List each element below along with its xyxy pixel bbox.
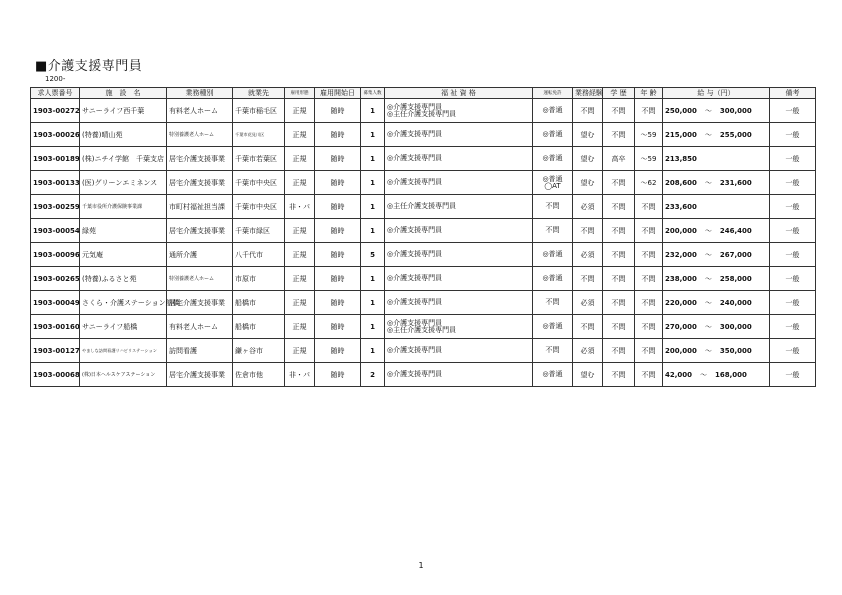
employment-type: 正規: [285, 267, 315, 291]
qualification-item: ◎介護支援専門員: [387, 178, 443, 186]
business-type: 居宅介護支援事業: [167, 219, 233, 243]
qualification-cell: [385, 243, 533, 267]
age: 不問: [635, 339, 663, 363]
qualification-cell: [385, 219, 533, 243]
license-cell: [533, 195, 573, 219]
facility-name: (特養)晴山苑: [80, 123, 167, 147]
work-location: 佐倉市他: [233, 363, 285, 387]
experience: 必須: [573, 291, 603, 315]
experience: 望む: [573, 363, 603, 387]
table-row: [31, 171, 816, 195]
facility-name: さくら・介護ステーション船橋: [80, 291, 167, 315]
recruit-count: 1: [361, 315, 385, 339]
header-location: 就業先: [233, 88, 285, 99]
employment-type: 非・パ: [285, 363, 315, 387]
salary-max: 246,400: [719, 226, 752, 235]
salary-min: 213,850: [665, 154, 697, 163]
work-location: 船橋市: [233, 315, 285, 339]
job-number: 1903-00026: [31, 123, 80, 147]
salary-cell: [663, 99, 770, 123]
business-type: 有料老人ホーム: [167, 315, 233, 339]
salary-max: 300,000: [719, 106, 752, 115]
experience: 望む: [573, 171, 603, 195]
qualification-cell: [385, 339, 533, 363]
header-start: 雇用開始日: [315, 88, 361, 99]
note: 一般: [770, 195, 816, 219]
employment-type: 正規: [285, 243, 315, 267]
header-license: 運転免許: [533, 88, 573, 99]
education: 不問: [603, 171, 635, 195]
start-date: 随時: [315, 171, 361, 195]
license-item: 不問: [545, 298, 560, 306]
table-row: [31, 339, 816, 363]
qualification-item: ◎介護支援専門員: [387, 154, 443, 162]
salary-cell: [663, 171, 770, 195]
recruit-count: 1: [361, 267, 385, 291]
business-type: 有料老人ホーム: [167, 99, 233, 123]
salary-cell: [663, 339, 770, 363]
age: 不問: [635, 363, 663, 387]
job-number: 1903-00189: [31, 147, 80, 171]
age: 不問: [635, 315, 663, 339]
salary-min: 215,000: [665, 130, 697, 139]
license-cell: [533, 171, 573, 195]
qualification-item: ◎介護支援専門員: [387, 102, 443, 111]
salary-range-tilde: ～: [704, 250, 712, 259]
license-item: ◎普通: [542, 130, 563, 138]
experience: 不問: [573, 267, 603, 291]
qualification-item: ◎介護支援専門員: [387, 274, 443, 282]
license-item: ◎普通: [542, 274, 563, 282]
work-location: 鎌ヶ谷市: [233, 339, 285, 363]
work-location: 千葉市中央区: [233, 171, 285, 195]
age: ～59: [635, 147, 663, 171]
salary-min: 42,000: [665, 370, 693, 379]
qualification-item: ◎介護支援専門員: [387, 346, 443, 354]
salary-cell: [663, 315, 770, 339]
license-item: ◯AT: [544, 181, 561, 190]
salary-cell: [663, 243, 770, 267]
note: 一般: [770, 267, 816, 291]
salary-min: 233,600: [665, 202, 697, 211]
table-header-row: [31, 88, 816, 99]
work-location: 市原市: [233, 267, 285, 291]
recruit-count: 1: [361, 123, 385, 147]
business-type: 訪問看護: [167, 339, 233, 363]
salary-min: 238,000: [665, 274, 697, 283]
salary-cell: [663, 147, 770, 171]
education: 高卒: [603, 147, 635, 171]
salary-max: 240,000: [719, 298, 752, 307]
work-location: 八千代市: [233, 243, 285, 267]
recruit-count: 2: [361, 363, 385, 387]
license-cell: [533, 315, 573, 339]
salary-cell: [663, 267, 770, 291]
qualification-cell: [385, 123, 533, 147]
table-row: [31, 219, 816, 243]
license-item: ◎普通: [542, 174, 563, 183]
facility-name: サニーライフ船橋: [80, 315, 167, 339]
header-facility: 施 設 名: [80, 88, 167, 99]
salary-range-tilde: ～: [704, 106, 712, 115]
education: 不問: [603, 291, 635, 315]
salary-min: 250,000: [665, 106, 697, 115]
recruit-count: 5: [361, 243, 385, 267]
salary-max: 350,000: [719, 346, 752, 355]
work-location: 千葉市稲毛区: [233, 99, 285, 123]
start-date: 随時: [315, 195, 361, 219]
note: 一般: [770, 363, 816, 387]
start-date: 随時: [315, 339, 361, 363]
qualification-cell: [385, 315, 533, 339]
license-cell: [533, 339, 573, 363]
note: 一般: [770, 99, 816, 123]
salary-cell: [663, 195, 770, 219]
age: ～59: [635, 123, 663, 147]
header-number: 求人票番号: [31, 88, 80, 99]
facility-name: (特養)ふるさと苑: [80, 267, 167, 291]
employment-type: 正規: [285, 123, 315, 147]
salary-min: 208,600: [665, 178, 697, 187]
work-location: 千葉市緑区: [233, 219, 285, 243]
salary-min: 200,000: [665, 346, 697, 355]
license-item: ◎普通: [542, 370, 563, 378]
business-type: 特別養護老人ホーム: [167, 267, 233, 291]
education: 不問: [603, 195, 635, 219]
age: 不問: [635, 243, 663, 267]
page-title: ■介護支援専門員: [35, 59, 143, 74]
job-number: 1903-00096: [31, 243, 80, 267]
job-number: 1903-00265: [31, 267, 80, 291]
business-type: 居宅介護支援事業: [167, 363, 233, 387]
salary-range-tilde: ～: [704, 274, 712, 283]
start-date: 随時: [315, 219, 361, 243]
header-qualification: 福 祉 資 格: [385, 88, 533, 99]
header-age: 年 齢: [635, 88, 663, 99]
start-date: 随時: [315, 315, 361, 339]
work-location: 千葉市若葉区: [233, 147, 285, 171]
license-cell: [533, 219, 573, 243]
license-cell: [533, 291, 573, 315]
business-type: 居宅介護支援事業: [167, 147, 233, 171]
salary-range-tilde: ～: [704, 226, 712, 235]
education: 不問: [603, 243, 635, 267]
salary-max: 267,000: [719, 250, 752, 259]
salary-range-tilde: ～: [704, 346, 712, 355]
start-date: 随時: [315, 123, 361, 147]
start-date: 随時: [315, 291, 361, 315]
header-note: 備考: [770, 88, 816, 99]
license-item: ◎普通: [542, 154, 563, 162]
qualification-item: ◎介護支援専門員: [387, 318, 443, 327]
salary-min: 200,000: [665, 226, 697, 235]
table-row: [31, 99, 816, 123]
salary-range-tilde: ～: [704, 322, 712, 331]
employment-type: 非・パ: [285, 195, 315, 219]
salary-max: 300,000: [719, 322, 752, 331]
note: 一般: [770, 219, 816, 243]
qualification-item: ◎介護支援専門員: [387, 370, 443, 378]
job-number: 1903-00272: [31, 99, 80, 123]
employment-type: 正規: [285, 99, 315, 123]
table-row: [31, 123, 816, 147]
employment-type: 正規: [285, 291, 315, 315]
license-cell: [533, 123, 573, 147]
age: 不問: [635, 291, 663, 315]
business-type: 居宅介護支援事業: [167, 171, 233, 195]
recruit-count: 1: [361, 99, 385, 123]
start-date: 随時: [315, 267, 361, 291]
salary-range-tilde: ～: [704, 178, 712, 187]
qualification-item: ◎介護支援専門員: [387, 250, 443, 258]
license-item: 不問: [545, 346, 560, 354]
salary-max: 258,000: [719, 274, 752, 283]
qualification-item: ◎主任介護支援専門員: [387, 109, 457, 118]
job-number: 1903-00259: [31, 195, 80, 219]
recruit-count: 1: [361, 195, 385, 219]
license-cell: [533, 363, 573, 387]
start-date: 随時: [315, 99, 361, 123]
salary-min: 220,000: [665, 298, 697, 307]
employment-type: 正規: [285, 147, 315, 171]
note: 一般: [770, 291, 816, 315]
qualification-item: ◎介護支援専門員: [387, 226, 443, 234]
qualification-cell: [385, 363, 533, 387]
qualification-item: ◎介護支援専門員: [387, 298, 443, 306]
note: 一般: [770, 339, 816, 363]
employment-type: 正規: [285, 339, 315, 363]
table-row: [31, 243, 816, 267]
category-code: 1200-: [45, 75, 66, 83]
education: 不問: [603, 99, 635, 123]
start-date: 随時: [315, 147, 361, 171]
table-row: [31, 147, 816, 171]
experience: 必須: [573, 243, 603, 267]
recruit-count: 1: [361, 171, 385, 195]
salary-min: 232,000: [665, 250, 697, 259]
recruit-count: 1: [361, 219, 385, 243]
note: 一般: [770, 243, 816, 267]
education: 不問: [603, 339, 635, 363]
job-number: 1903-00068: [31, 363, 80, 387]
header-education: 学 歴: [603, 88, 635, 99]
employment-type: 正規: [285, 171, 315, 195]
work-location: 船橋市: [233, 291, 285, 315]
facility-name: (株)ニチイ学館 千葉支店: [80, 147, 167, 171]
experience: 不問: [573, 315, 603, 339]
table-row: [31, 291, 816, 315]
facility-name: やましな訪問看護リハビリステーション: [80, 339, 167, 363]
note: 一般: [770, 147, 816, 171]
salary-max: 255,000: [719, 130, 752, 139]
salary-cell: [663, 219, 770, 243]
salary-max: 168,000: [715, 370, 747, 379]
start-date: 随時: [315, 363, 361, 387]
recruit-count: 1: [361, 291, 385, 315]
facility-name: 元気庵: [80, 243, 167, 267]
age: 不問: [635, 267, 663, 291]
experience: 必須: [573, 195, 603, 219]
job-number: 1903-00054: [31, 219, 80, 243]
license-cell: [533, 243, 573, 267]
qualification-cell: [385, 291, 533, 315]
table-body: [31, 99, 816, 387]
start-date: 随時: [315, 243, 361, 267]
job-listing-table: [30, 87, 816, 387]
table-row: [31, 267, 816, 291]
salary-max: 231,600: [719, 178, 752, 187]
salary-range-tilde: ～: [700, 370, 708, 379]
facility-name: サニーライフ西千葉: [80, 99, 167, 123]
facility-name: 千葉市役所介護保険事業課: [80, 195, 167, 219]
header-business: 業務種別: [167, 88, 233, 99]
experience: 必須: [573, 339, 603, 363]
qualification-cell: [385, 99, 533, 123]
note: 一般: [770, 171, 816, 195]
header-salary: 給 与（円）: [663, 88, 770, 99]
license-item: ◎普通: [542, 322, 563, 330]
salary-cell: [663, 291, 770, 315]
qualification-item: ◎主任介護支援専門員: [387, 202, 457, 210]
business-type: 居宅介護支援事業: [167, 291, 233, 315]
table-row: [31, 315, 816, 339]
note: 一般: [770, 315, 816, 339]
salary-range-tilde: ～: [704, 130, 712, 139]
business-type: 市町村福祉担当課: [167, 195, 233, 219]
facility-name: 緑苑: [80, 219, 167, 243]
license-cell: [533, 147, 573, 171]
age: ～62: [635, 171, 663, 195]
employment-type: 正規: [285, 219, 315, 243]
qualification-cell: [385, 267, 533, 291]
recruit-count: 1: [361, 147, 385, 171]
salary-cell: [663, 363, 770, 387]
education: 不問: [603, 123, 635, 147]
license-cell: [533, 267, 573, 291]
experience: 望む: [573, 147, 603, 171]
job-number: 1903-00049: [31, 291, 80, 315]
qualification-cell: [385, 195, 533, 219]
table-row: [31, 363, 816, 387]
license-item: 不問: [545, 202, 560, 210]
header-employment: 雇用形態: [285, 88, 315, 99]
qualification-cell: [385, 147, 533, 171]
qualification-item: ◎介護支援専門員: [387, 130, 443, 138]
age: 不問: [635, 195, 663, 219]
page-number: 1: [418, 561, 424, 570]
job-number: 1903-00127: [31, 339, 80, 363]
education: 不問: [603, 315, 635, 339]
salary-range-tilde: ～: [704, 298, 712, 307]
education: 不問: [603, 219, 635, 243]
table-row: [31, 195, 816, 219]
header-experience: 業務経験: [573, 88, 603, 99]
license-item: ◎普通: [542, 106, 563, 114]
work-location: 千葉市中央区: [233, 195, 285, 219]
education: 不問: [603, 363, 635, 387]
employment-type: 正規: [285, 315, 315, 339]
qualification-item: ◎主任介護支援専門員: [387, 325, 457, 334]
qualification-cell: [385, 171, 533, 195]
header-count: 募集人数: [361, 88, 385, 99]
license-cell: [533, 99, 573, 123]
business-type: 特別養護老人ホーム: [167, 123, 233, 147]
experience: 不問: [573, 219, 603, 243]
age: 不問: [635, 219, 663, 243]
job-number: 1903-00133: [31, 171, 80, 195]
salary-min: 270,000: [665, 322, 697, 331]
experience: 不問: [573, 99, 603, 123]
facility-name: (医)グリーンエミネンス: [80, 171, 167, 195]
education: 不問: [603, 267, 635, 291]
facility-name: (株)日本ヘルスケアステーション: [80, 363, 167, 387]
experience: 望む: [573, 123, 603, 147]
recruit-count: 1: [361, 339, 385, 363]
job-number: 1903-00160: [31, 315, 80, 339]
salary-cell: [663, 123, 770, 147]
license-item: ◎普通: [542, 250, 563, 258]
license-item: 不問: [545, 226, 560, 234]
work-location: 千葉市花見川区: [233, 123, 285, 147]
age: 不問: [635, 99, 663, 123]
business-type: 通所介護: [167, 243, 233, 267]
note: 一般: [770, 123, 816, 147]
